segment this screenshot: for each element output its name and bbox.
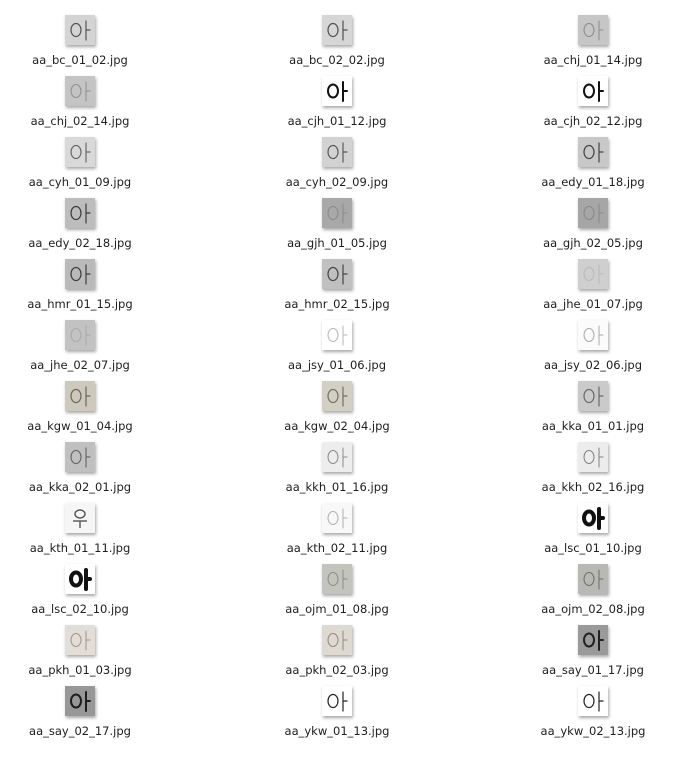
file-name: aa_jhe_02_07.jpg <box>30 358 130 372</box>
file-thumbnail[interactable] <box>578 259 608 289</box>
file-item[interactable] <box>267 503 407 563</box>
file-thumbnail[interactable] <box>578 76 608 106</box>
file-item[interactable] <box>267 259 407 319</box>
file-item[interactable] <box>267 686 407 746</box>
file-thumbnail[interactable] <box>65 76 95 106</box>
file-thumbnail[interactable] <box>578 625 608 655</box>
file-thumbnail[interactable] <box>65 259 95 289</box>
file-thumbnail[interactable] <box>322 137 352 167</box>
file-name: aa_say_02_17.jpg <box>29 724 131 738</box>
file-item[interactable] <box>523 564 663 624</box>
file-item[interactable] <box>267 564 407 624</box>
file-name: aa_jsy_02_06.jpg <box>543 358 643 372</box>
file-name: aa_bc_01_02.jpg <box>32 53 128 67</box>
file-name: aa_gjh_02_05.jpg <box>543 236 643 250</box>
file-thumbnail[interactable] <box>65 320 95 350</box>
file-item[interactable] <box>10 137 150 197</box>
file-name: aa_kgw_02_04.jpg <box>284 419 390 433</box>
file-name: aa_kkh_02_16.jpg <box>541 480 645 494</box>
file-thumbnail[interactable] <box>322 15 352 45</box>
file-name: aa_kkh_01_16.jpg <box>285 480 389 494</box>
file-name: aa_ojm_01_08.jpg <box>285 602 389 616</box>
file-item[interactable] <box>267 381 407 441</box>
file-item[interactable] <box>523 198 663 258</box>
file-item[interactable] <box>267 15 407 75</box>
file-name: aa_cyh_02_09.jpg <box>285 175 389 189</box>
file-item[interactable] <box>523 137 663 197</box>
file-item[interactable] <box>523 320 663 380</box>
file-thumbnail[interactable] <box>65 686 95 716</box>
file-name: aa_kth_01_11.jpg <box>29 541 131 555</box>
file-item[interactable] <box>267 137 407 197</box>
file-item[interactable] <box>523 381 663 441</box>
file-item[interactable] <box>267 442 407 502</box>
file-thumbnail[interactable] <box>322 320 352 350</box>
file-item[interactable] <box>267 76 407 136</box>
file-name: aa_cjh_01_12.jpg <box>287 114 387 128</box>
file-thumbnail[interactable] <box>578 137 608 167</box>
file-thumbnail[interactable] <box>322 442 352 472</box>
file-thumbnail[interactable] <box>578 381 608 411</box>
file-item[interactable] <box>10 381 150 441</box>
file-thumbnail[interactable] <box>65 198 95 228</box>
file-thumbnail[interactable] <box>578 198 608 228</box>
file-item[interactable] <box>10 198 150 258</box>
file-thumbnail[interactable] <box>322 686 352 716</box>
file-thumbnail[interactable] <box>65 503 95 533</box>
file-thumbnail[interactable] <box>578 15 608 45</box>
file-name: aa_ojm_02_08.jpg <box>541 602 645 616</box>
file-item[interactable] <box>10 15 150 75</box>
file-thumbnail[interactable] <box>65 442 95 472</box>
file-name: aa_ykw_02_13.jpg <box>540 724 646 738</box>
file-name: aa_chj_01_14.jpg <box>543 53 643 67</box>
file-item[interactable] <box>10 442 150 502</box>
file-name: aa_edy_01_18.jpg <box>541 175 645 189</box>
file-name: aa_kka_02_01.jpg <box>28 480 132 494</box>
file-thumbnail[interactable] <box>322 76 352 106</box>
file-thumbnail[interactable] <box>578 320 608 350</box>
file-thumbnail[interactable] <box>65 625 95 655</box>
file-thumbnail[interactable] <box>578 442 608 472</box>
file-item[interactable] <box>523 625 663 685</box>
file-name: aa_hmr_01_15.jpg <box>27 297 133 311</box>
file-thumbnail[interactable] <box>65 15 95 45</box>
file-name: aa_cjh_02_12.jpg <box>543 114 643 128</box>
file-name: aa_jsy_01_06.jpg <box>287 358 387 372</box>
file-item[interactable] <box>523 503 663 563</box>
file-name: aa_kka_01_01.jpg <box>541 419 645 433</box>
file-thumbnail[interactable] <box>322 198 352 228</box>
file-thumbnail[interactable] <box>578 503 608 533</box>
file-item[interactable] <box>10 625 150 685</box>
file-name: aa_pkh_02_03.jpg <box>285 663 389 677</box>
file-thumbnail[interactable] <box>322 564 352 594</box>
file-item[interactable] <box>523 442 663 502</box>
file-name: aa_lsc_02_10.jpg <box>31 602 129 616</box>
file-item[interactable] <box>267 198 407 258</box>
file-thumbnail[interactable] <box>65 564 95 594</box>
file-name: aa_cyh_01_09.jpg <box>28 175 132 189</box>
file-thumbnail[interactable] <box>322 381 352 411</box>
file-thumbnail[interactable] <box>65 381 95 411</box>
file-item[interactable] <box>10 503 150 563</box>
file-name: aa_hmr_02_15.jpg <box>284 297 390 311</box>
file-thumbnail[interactable] <box>322 259 352 289</box>
file-name: aa_gjh_01_05.jpg <box>287 236 387 250</box>
file-item[interactable] <box>267 625 407 685</box>
file-item[interactable] <box>10 686 150 746</box>
file-item[interactable] <box>523 259 663 319</box>
file-thumbnail[interactable] <box>322 503 352 533</box>
file-item[interactable] <box>523 686 663 746</box>
file-name: aa_pkh_01_03.jpg <box>28 663 132 677</box>
file-name: aa_lsc_01_10.jpg <box>544 541 642 555</box>
file-item[interactable] <box>523 76 663 136</box>
file-thumbnail[interactable] <box>65 137 95 167</box>
file-item[interactable] <box>10 76 150 136</box>
file-name: aa_chj_02_14.jpg <box>30 114 130 128</box>
file-item[interactable] <box>10 320 150 380</box>
file-name: aa_kgw_01_04.jpg <box>27 419 133 433</box>
file-item[interactable] <box>10 259 150 319</box>
file-name: aa_say_01_17.jpg <box>542 663 644 677</box>
file-name: aa_bc_02_02.jpg <box>289 53 385 67</box>
file-thumbnail[interactable] <box>578 686 608 716</box>
file-item[interactable] <box>523 15 663 75</box>
file-item[interactable] <box>267 320 407 380</box>
file-thumbnail[interactable] <box>322 625 352 655</box>
file-item[interactable] <box>10 564 150 624</box>
file-name: aa_ykw_01_13.jpg <box>284 724 390 738</box>
file-name: aa_kth_02_11.jpg <box>286 541 388 555</box>
file-thumbnail[interactable] <box>578 564 608 594</box>
file-name: aa_jhe_01_07.jpg <box>543 297 643 311</box>
file-name: aa_edy_02_18.jpg <box>28 236 132 250</box>
